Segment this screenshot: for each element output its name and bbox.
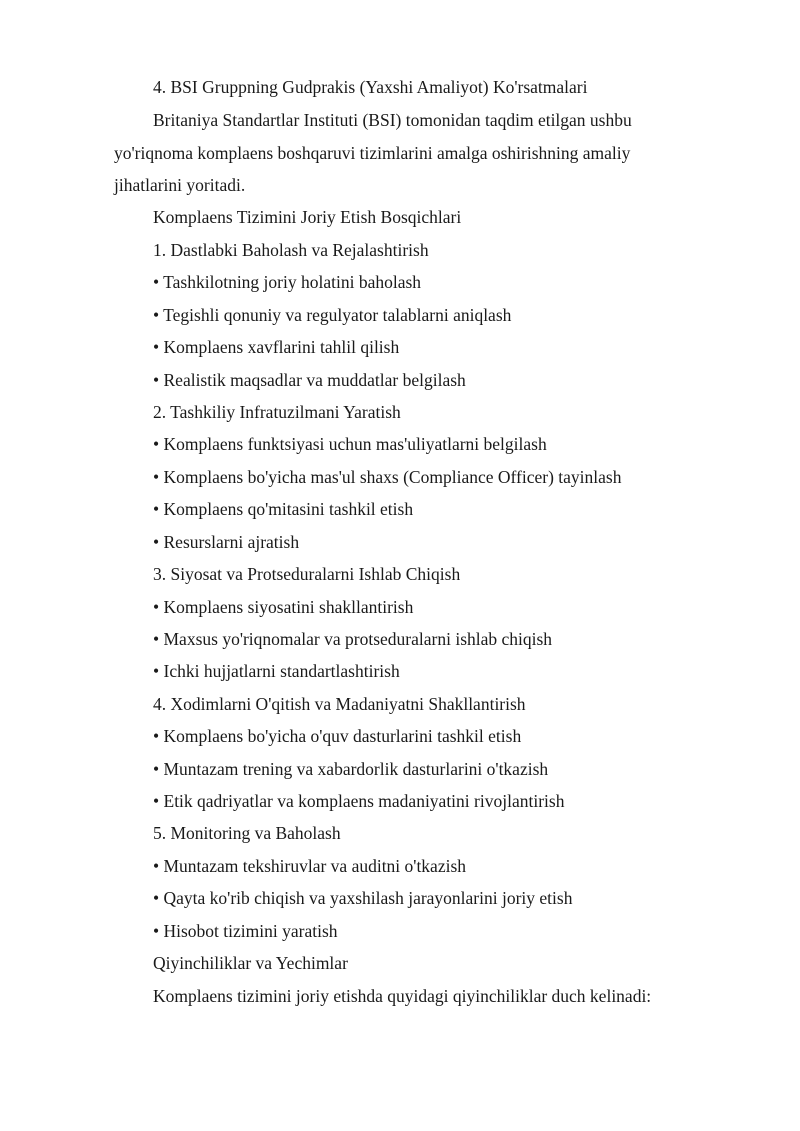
list-line: 4. Xodimlarni O'qitish va Madaniyatni Shakllantirish bbox=[153, 694, 526, 714]
list-line: • Maxsus yo'riqnomalar va protseduralarni ishlab chiqish bbox=[153, 629, 553, 649]
list-line: 1. Dastlabki Baholash va Rejalashtirish bbox=[153, 240, 429, 260]
section-heading: 4. BSI Gruppning Gudprakis (Yaxshi Amaliyot) Ko'rsatmalari bbox=[153, 77, 588, 97]
list-line: 2. Tashkiliy Infratuzilmani Yaratish bbox=[153, 402, 401, 422]
intro-line: yo'riqnoma komplaens boshqaruvi tizimlarini amalga oshirishning amaliy bbox=[114, 143, 631, 163]
intro-line: Britaniya Standartlar Instituti (BSI) tomonidan taqdim etilgan ushbu bbox=[153, 110, 632, 130]
list-line: 5. Monitoring va Baholash bbox=[153, 823, 341, 843]
list-line: • Realistik maqsadlar va muddatlar belgilash bbox=[153, 370, 466, 390]
section2-text: Komplaens tizimini joriy etishda quyidagi qiyinchiliklar duch kelinadi: bbox=[153, 986, 652, 1006]
list-line: • Muntazam tekshiruvlar va auditni o'tkazish bbox=[153, 856, 467, 876]
list-line: • Komplaens siyosatini shakllantirish bbox=[153, 597, 414, 617]
list-line: • Komplaens funktsiyasi uchun mas'uliyatlarni belgilash bbox=[153, 434, 547, 454]
list-line: • Resurslarni ajratish bbox=[153, 532, 300, 552]
subheading: Komplaens Tizimini Joriy Etish Bosqichlari bbox=[153, 207, 462, 227]
list-line: • Ichki hujjatlarni standartlashtirish bbox=[153, 661, 400, 681]
intro-line: jihatlarini yoritadi. bbox=[114, 175, 246, 195]
list-line: • Muntazam trening va xabardorlik dasturlarini o'tkazish bbox=[153, 759, 549, 779]
section2-heading: Qiyinchiliklar va Yechimlar bbox=[153, 953, 348, 973]
list-line: • Qayta ko'rib chiqish va yaxshilash jarayonlarini joriy etish bbox=[153, 888, 573, 908]
list-line: • Komplaens bo'yicha o'quv dasturlarini tashkil etish bbox=[153, 726, 522, 746]
list-line: • Komplaens bo'yicha mas'ul shaxs (Compliance Officer) tayinlash bbox=[153, 467, 622, 487]
list-line: 3. Siyosat va Protseduralarni Ishlab Chiqish bbox=[153, 564, 461, 584]
list-line: • Hisobot tizimini yaratish bbox=[153, 921, 338, 941]
list-line: • Tegishli qonuniy va regulyator talablarni aniqlash bbox=[153, 305, 512, 325]
list-line: • Tashkilotning joriy holatini baholash bbox=[153, 272, 422, 292]
list-line: • Komplaens qo'mitasini tashkil etish bbox=[153, 499, 414, 519]
list-line: • Komplaens xavflarini tahlil qilish bbox=[153, 337, 400, 357]
list-line: • Etik qadriyatlar va komplaens madaniyatini rivojlantirish bbox=[153, 791, 565, 811]
